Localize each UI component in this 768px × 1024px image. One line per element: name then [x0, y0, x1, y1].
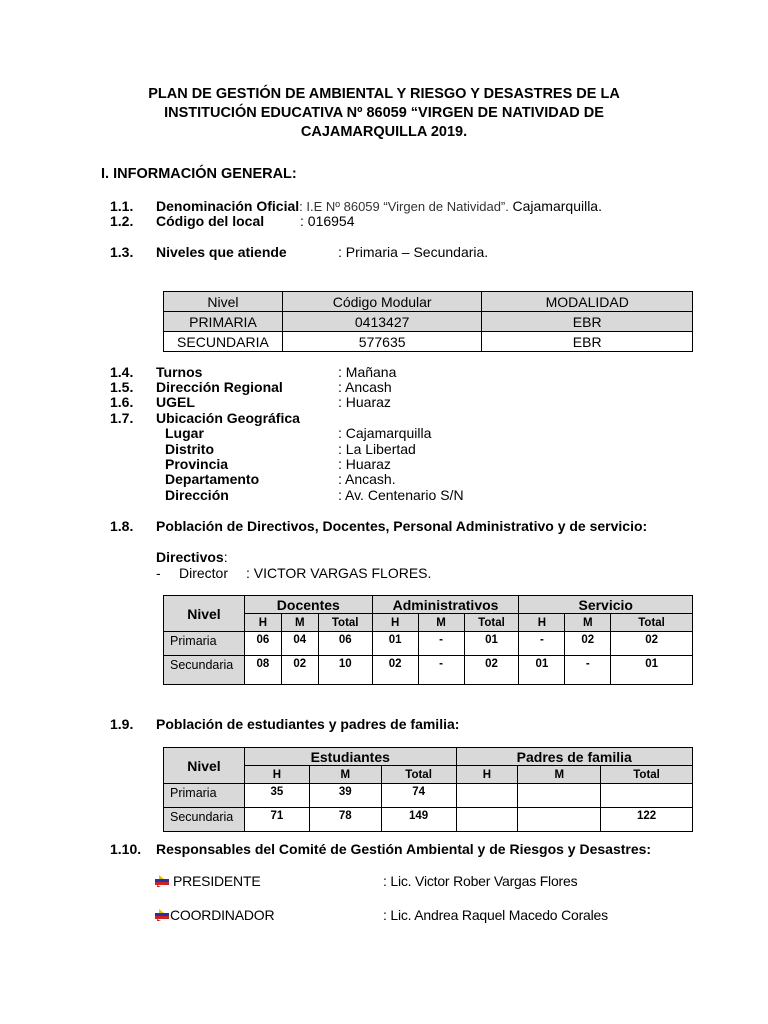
table-cell: 71 — [244, 808, 309, 832]
row-label: Secundaria — [164, 656, 245, 685]
item-value: : Ancash — [338, 379, 392, 395]
table-row — [164, 808, 693, 832]
coordinador-label: COORDINADOR — [170, 907, 275, 923]
table-cell: - — [565, 656, 611, 685]
directivos-label: Directivos — [156, 549, 224, 565]
table-cell: 08 — [244, 656, 281, 685]
table-cell — [518, 808, 601, 832]
item-number: 1.6. — [110, 394, 134, 410]
table-cell: 35 — [244, 784, 309, 808]
director-dash: - — [156, 565, 161, 581]
sub-label: Lugar — [165, 425, 204, 441]
table-cell: - — [418, 656, 464, 685]
sub-label: Departamento — [165, 471, 260, 487]
table-cell: 78 — [309, 808, 381, 832]
sub-value: : Av. Centenario S/N — [338, 487, 464, 503]
item-number: 1.1. — [110, 198, 134, 214]
table-cell: 01 — [611, 656, 693, 685]
item-label: Responsables del Comité de Gestión Ambiental y de Riesgos y Desastres: — [156, 841, 652, 857]
director-value: : VICTOR VARGAS FLORES. — [246, 565, 432, 581]
table-cell: 06 — [318, 632, 372, 656]
sub-header: H — [456, 766, 518, 784]
item-value: : Mañana — [338, 364, 397, 380]
group-header: Padres de familia — [456, 748, 692, 766]
title-line-1: PLAN DE GESTIÓN DE AMBIENTAL Y RIESGO Y DESASTRES DE LA — [148, 86, 620, 102]
sub-header: Total — [611, 614, 693, 632]
sub-value: : Ancash. — [338, 471, 396, 487]
item-number: 1.2. — [110, 213, 134, 229]
item-number: 1.8. — [110, 518, 134, 534]
item-label: Dirección Regional — [156, 379, 283, 395]
sub-header: H — [244, 614, 281, 632]
table-cell: 149 — [381, 808, 456, 832]
table-cell: EBR — [482, 312, 693, 332]
title-line-3: CAJAMARQUILLA 2019. — [300, 124, 468, 140]
table-header: Código Modular — [282, 292, 482, 312]
item-label: Código del local — [156, 213, 265, 229]
director-label: Director — [179, 565, 229, 581]
table-header: Nivel — [164, 292, 283, 312]
sub-header: M — [518, 766, 601, 784]
item-value: : Huaraz — [338, 394, 391, 410]
group-header: Docentes — [244, 596, 372, 614]
table-cell: 04 — [281, 632, 318, 656]
table-cell: 02 — [281, 656, 318, 685]
directivos-heading — [156, 549, 228, 565]
table-cell: 02 — [565, 632, 611, 656]
table-cell: 577635 — [282, 332, 482, 352]
table-cell — [456, 808, 518, 832]
table-cell: 06 — [244, 632, 281, 656]
sub-header: H — [372, 614, 418, 632]
table-cell — [518, 784, 601, 808]
table-cell: - — [519, 632, 565, 656]
table-header: Nivel — [164, 748, 245, 784]
section-heading: I. INFORMACIÓN GENERAL: — [101, 166, 297, 182]
row-label: Secundaria — [164, 808, 245, 832]
item-number: 1.10. — [110, 841, 142, 857]
title-line-2: INSTITUCIÓN EDUCATIVA Nº 86059 “VIRGEN DE NATIVIDAD DE — [164, 105, 604, 121]
presidente-value: : Lic. Victor Rober Vargas Flores — [383, 873, 578, 889]
table-cell — [456, 784, 518, 808]
table-cell: SECUNDARIA — [164, 332, 283, 352]
table-cell: 02 — [611, 632, 693, 656]
arrow-bullet-icon — [155, 909, 171, 921]
table-row — [164, 784, 693, 808]
coordinador-value: : Lic. Andrea Raquel Macedo Corales — [383, 907, 608, 923]
table-cell — [601, 784, 693, 808]
item-value: : 016954 — [300, 213, 355, 229]
sub-value: : Huaraz — [338, 456, 391, 472]
sub-label: Dirección — [165, 487, 229, 503]
item-label: Niveles que atiende — [156, 244, 287, 260]
sub-header: Total — [381, 766, 456, 784]
item-label: Denominación Oficial — [156, 198, 300, 214]
sub-value: : La Libertad — [338, 441, 416, 457]
sub-value: : Cajamarquilla — [338, 425, 432, 441]
item-value: : I.E Nº 86059 “Virgen de Natividad”. — [299, 199, 513, 214]
sub-header: Total — [318, 614, 372, 632]
sub-label: Distrito — [165, 441, 214, 457]
item-value: : Primaria – Secundaria. — [338, 244, 489, 260]
sub-header: M — [309, 766, 381, 784]
table-cell: EBR — [482, 332, 693, 352]
sub-header: M — [565, 614, 611, 632]
item-label: Turnos — [156, 364, 203, 380]
table-niveles — [163, 291, 693, 352]
sub-label: Provincia — [165, 456, 229, 472]
table-cell: 10 — [318, 656, 372, 685]
table-cell: 01 — [464, 632, 519, 656]
table-cell: 39 — [309, 784, 381, 808]
sub-header: Total — [601, 766, 693, 784]
group-header: Servicio — [519, 596, 693, 614]
table-cell: 02 — [464, 656, 519, 685]
table-row — [164, 332, 693, 352]
table-cell: 74 — [381, 784, 456, 808]
sub-header: Total — [464, 614, 519, 632]
group-header: Administrativos — [372, 596, 519, 614]
table-estudiantes — [163, 747, 693, 832]
table-row — [164, 312, 693, 332]
presidente-label: PRESIDENTE — [173, 873, 261, 889]
sub-header: M — [281, 614, 318, 632]
table-row — [164, 632, 693, 656]
group-header: Estudiantes — [244, 748, 456, 766]
table-cell: 02 — [372, 656, 418, 685]
table-header: Nivel — [164, 596, 245, 632]
table-cell: 122 — [601, 808, 693, 832]
item-number: 1.5. — [110, 379, 134, 395]
item-label: Ubicación Geográfica — [156, 410, 300, 426]
table-header: MODALIDAD — [482, 292, 693, 312]
sub-header: H — [244, 766, 309, 784]
row-label: Primaria — [164, 632, 245, 656]
table-cell: PRIMARIA — [164, 312, 283, 332]
document-title — [90, 85, 678, 142]
item-number: 1.9. — [110, 716, 134, 732]
directivos-colon: : — [223, 549, 228, 565]
arrow-bullet-icon — [155, 875, 171, 887]
table-cell: 0413427 — [282, 312, 482, 332]
sub-header: M — [418, 614, 464, 632]
row-label: Primaria — [164, 784, 245, 808]
item-value: Cajamarquilla. — [512, 198, 602, 214]
table-personal — [163, 595, 693, 685]
item-label: UGEL — [156, 394, 195, 410]
sub-header: H — [519, 614, 565, 632]
table-cell: - — [418, 632, 464, 656]
item-number: 1.3. — [110, 244, 134, 260]
table-row — [164, 656, 693, 685]
item-number: 1.4. — [110, 364, 134, 380]
item-label: Población de Directivos, Docentes, Personal Administrativo y de servicio: — [156, 518, 648, 534]
table-cell: 01 — [372, 632, 418, 656]
item-label: Población de estudiantes y padres de familia: — [156, 716, 460, 732]
table-cell: 01 — [519, 656, 565, 685]
item-number: 1.7. — [110, 410, 134, 426]
